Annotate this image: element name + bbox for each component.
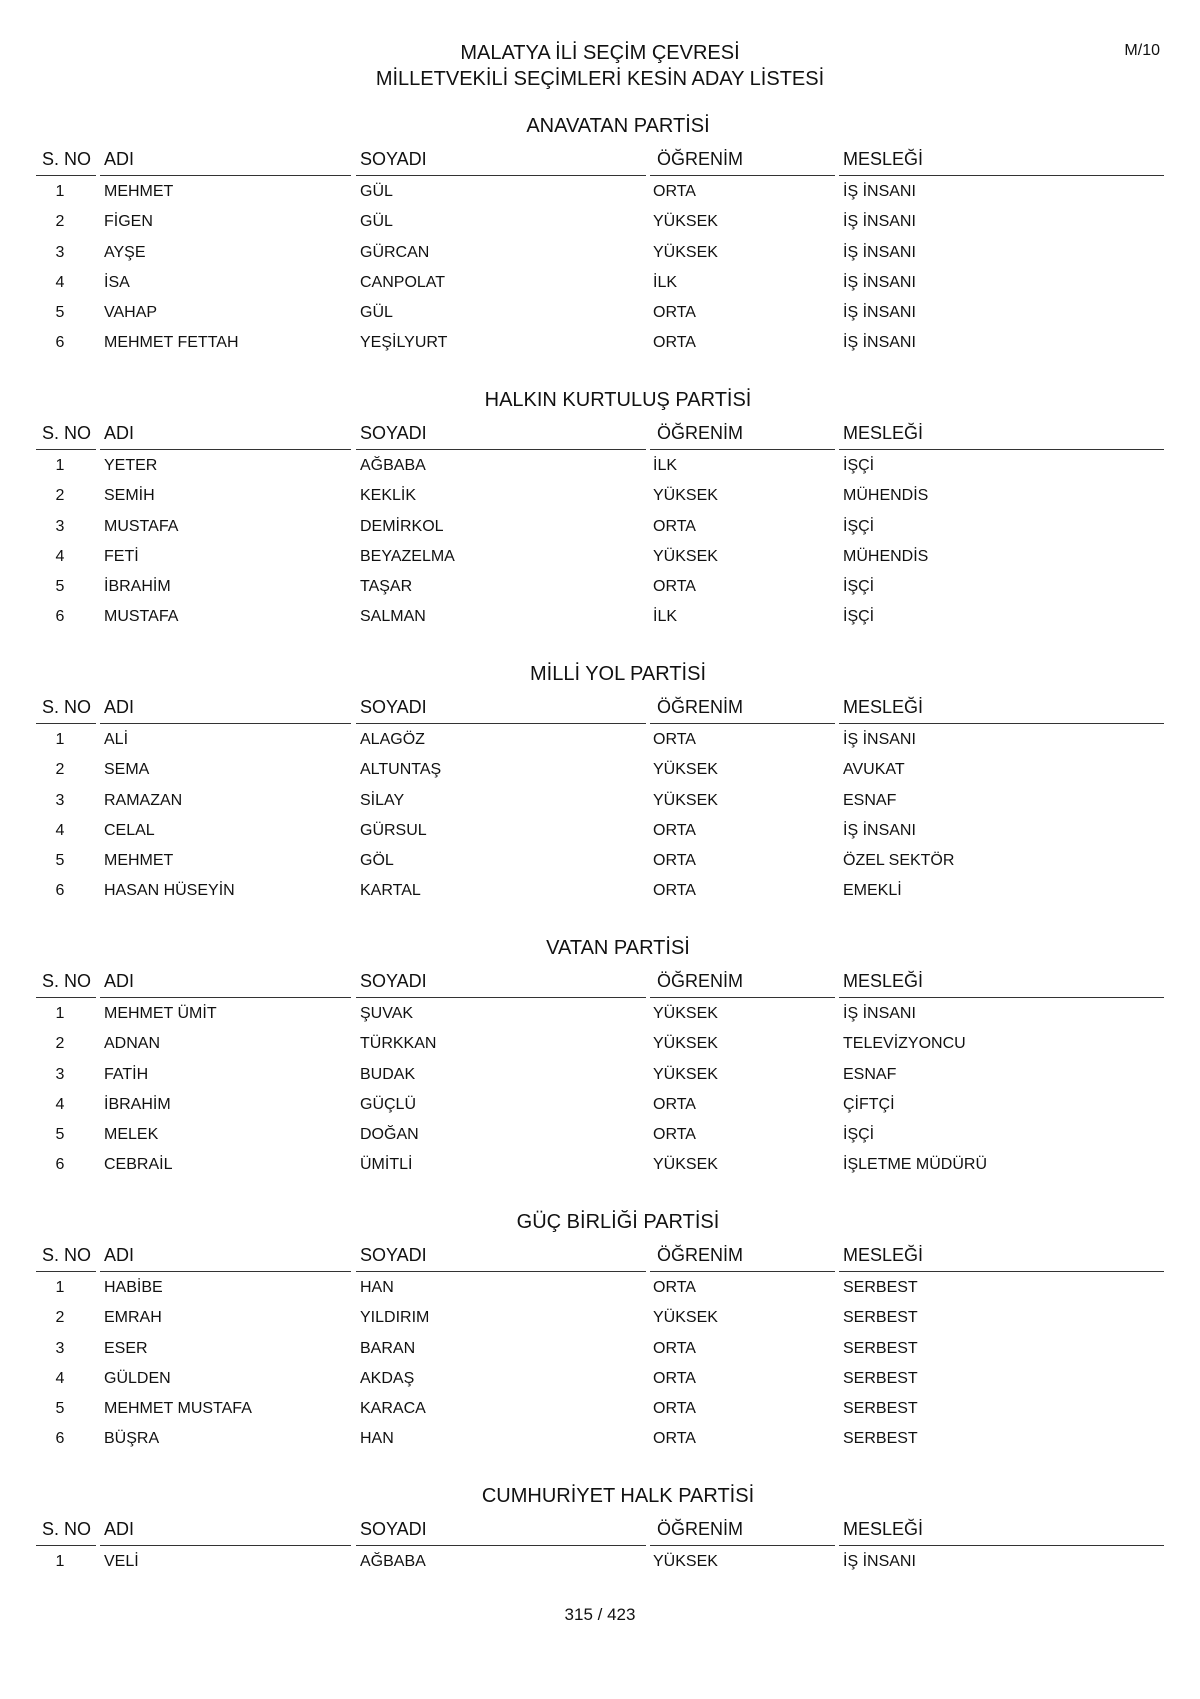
party-title: MİLLİ YOL PARTİSİ — [530, 663, 706, 685]
cell-no: 3 — [55, 1065, 65, 1083]
cell-adi: VAHAP — [104, 304, 158, 322]
cell-soyadi: HAN — [360, 1279, 394, 1296]
table-row — [36, 815, 1164, 845]
cell-adi: FATİH — [104, 1065, 149, 1083]
cell-ogrenim: ORTA — [653, 731, 696, 748]
cell-adi: BÜŞRA — [104, 1430, 160, 1448]
cell-no: 2 — [55, 761, 65, 779]
cell-no: 6 — [55, 1156, 65, 1174]
cell-meslegi: SERBEST — [843, 1309, 918, 1327]
table-row — [36, 1149, 1164, 1179]
header-no: S. NO — [42, 971, 92, 991]
party-title: ANAVATAN PARTİSİ — [526, 115, 710, 137]
document-header — [0, 40, 1200, 92]
cell-soyadi: KEKLİK — [360, 487, 417, 505]
cell-no: 5 — [55, 1400, 65, 1418]
header-no: S. NO — [42, 149, 92, 169]
cell-meslegi: SERBEST — [843, 1339, 918, 1357]
cell-ogrenim: ORTA — [653, 1430, 696, 1448]
cell-no: 1 — [55, 183, 65, 200]
cell-adi: EMRAH — [104, 1309, 162, 1327]
cell-ogrenim: ORTA — [653, 334, 696, 352]
party-title: GÜÇ BİRLİĞİ PARTİSİ — [516, 1211, 720, 1233]
cell-soyadi: BUDAK — [360, 1065, 416, 1083]
cell-ogrenim: YÜKSEK — [653, 243, 718, 261]
party-section — [36, 660, 1164, 906]
table-row — [36, 1423, 1164, 1453]
table-row — [36, 845, 1164, 875]
cell-adi: SEMİH — [104, 487, 155, 505]
cell-soyadi: YILDIRIM — [360, 1309, 430, 1327]
cell-no: 1 — [55, 1005, 65, 1022]
cell-adi: YETER — [104, 457, 158, 474]
cell-meslegi: SERBEST — [843, 1279, 918, 1296]
cell-no: 2 — [55, 213, 65, 231]
table-row — [36, 998, 1164, 1028]
cell-adi: MELEK — [104, 1126, 159, 1144]
cell-meslegi: İŞÇİ — [843, 578, 875, 596]
table-row — [36, 511, 1164, 541]
table-row — [36, 601, 1164, 631]
cell-ogrenim: YÜKSEK — [653, 1065, 718, 1083]
cell-soyadi: HAN — [360, 1430, 394, 1448]
cell-ogrenim: ORTA — [653, 1369, 696, 1387]
cell-adi: HABİBE — [104, 1279, 163, 1296]
cell-meslegi: İŞ İNSANI — [843, 273, 916, 291]
cell-ogrenim: YÜKSEK — [653, 547, 718, 565]
table-row — [36, 1333, 1164, 1363]
cell-adi: SEMA — [104, 761, 150, 779]
cell-adi: ADNAN — [104, 1035, 161, 1053]
header-meslegi: MESLEĞİ — [843, 697, 924, 717]
cell-soyadi: TÜRKKAN — [360, 1035, 437, 1053]
cell-adi: FİGEN — [104, 213, 153, 231]
cell-soyadi: GÜÇLÜ — [360, 1095, 417, 1113]
cell-ogrenim: YÜKSEK — [653, 487, 718, 505]
cell-no: 5 — [55, 1126, 65, 1144]
cell-no: 6 — [55, 608, 65, 626]
header-adi: ADI — [104, 149, 135, 169]
header-line-1: MALATYA İLİ SEÇİM ÇEVRESİ — [460, 42, 740, 64]
table-row — [36, 724, 1164, 754]
cell-meslegi: ESNAF — [843, 1065, 897, 1083]
cell-soyadi: ALTUNTAŞ — [360, 761, 442, 779]
cell-meslegi: ESNAF — [843, 791, 897, 809]
cell-no: 4 — [55, 1095, 65, 1113]
table-row — [36, 327, 1164, 357]
header-soyadi: SOYADI — [360, 697, 427, 717]
header-soyadi: SOYADI — [360, 423, 427, 443]
cell-soyadi: BARAN — [360, 1339, 416, 1357]
cell-soyadi: CANPOLAT — [360, 273, 446, 291]
header-soyadi: SOYADI — [360, 1519, 427, 1539]
cell-no: 5 — [55, 578, 65, 596]
cell-adi: MEHMET ÜMİT — [104, 1005, 217, 1022]
header-soyadi: SOYADI — [360, 149, 427, 169]
cell-soyadi: SİLAY — [360, 791, 405, 809]
header-meslegi: MESLEĞİ — [843, 423, 924, 443]
cell-meslegi: İŞÇİ — [843, 457, 875, 474]
cell-no: 4 — [55, 547, 65, 565]
cell-meslegi: İŞ İNSANI — [843, 1553, 916, 1570]
header-adi: ADI — [104, 971, 135, 991]
table-row — [36, 267, 1164, 297]
party-section — [36, 112, 1164, 358]
table-row — [36, 1393, 1164, 1423]
header-ogrenim: ÖĞRENİM — [657, 971, 744, 991]
table-header — [36, 968, 1164, 998]
header-adi: ADI — [104, 1245, 135, 1265]
table-row — [36, 1363, 1164, 1393]
cell-meslegi: SERBEST — [843, 1369, 918, 1387]
cell-soyadi: AĞBABA — [360, 1553, 426, 1570]
cell-adi: CELAL — [104, 821, 155, 839]
header-adi: ADI — [104, 1519, 135, 1539]
cell-no: 2 — [55, 487, 65, 505]
cell-adi: CEBRAİL — [104, 1156, 173, 1174]
cell-meslegi: AVUKAT — [843, 761, 905, 779]
cell-meslegi: ÇİFTÇİ — [843, 1095, 895, 1113]
cell-soyadi: GÜL — [360, 304, 393, 322]
cell-meslegi: İŞ İNSANI — [843, 213, 916, 231]
cell-no: 4 — [55, 821, 65, 839]
cell-adi: HASAN HÜSEYİN — [104, 882, 235, 900]
cell-no: 5 — [55, 304, 65, 322]
cell-meslegi: İŞÇİ — [843, 1126, 875, 1144]
table-row — [36, 1059, 1164, 1089]
cell-ogrenim: YÜKSEK — [653, 1309, 718, 1327]
cell-no: 6 — [55, 882, 65, 900]
cell-soyadi: AĞBABA — [360, 457, 426, 474]
cell-meslegi: İŞ İNSANI — [843, 183, 916, 200]
cell-ogrenim: İLK — [653, 273, 678, 291]
cell-no: 2 — [55, 1035, 65, 1053]
cell-adi: İSA — [104, 273, 130, 291]
cell-no: 4 — [55, 1369, 65, 1387]
cell-soyadi: KARACA — [360, 1400, 426, 1418]
cell-soyadi: YEŞİLYURT — [360, 334, 448, 352]
table-row — [36, 1546, 1164, 1576]
table-row — [36, 297, 1164, 327]
cell-soyadi: AKDAŞ — [360, 1369, 415, 1387]
header-ogrenim: ÖĞRENİM — [657, 423, 744, 443]
cell-soyadi: TAŞAR — [360, 578, 413, 596]
table-row — [36, 571, 1164, 601]
cell-ogrenim: ORTA — [653, 183, 696, 200]
table-header — [36, 694, 1164, 724]
cell-no: 2 — [55, 1309, 65, 1327]
cell-soyadi: GÜL — [360, 213, 393, 231]
cell-adi: MUSTAFA — [104, 608, 179, 626]
header-ogrenim: ÖĞRENİM — [657, 1519, 744, 1539]
party-section — [36, 1482, 1164, 1576]
cell-ogrenim: ORTA — [653, 1339, 696, 1357]
cell-no: 3 — [55, 1339, 65, 1357]
header-meslegi: MESLEĞİ — [843, 1519, 924, 1539]
party-section — [36, 1208, 1164, 1454]
cell-ogrenim: ORTA — [653, 517, 696, 535]
cell-meslegi: İŞ İNSANI — [843, 821, 916, 839]
header-adi: ADI — [104, 423, 135, 443]
cell-ogrenim: ORTA — [653, 821, 696, 839]
cell-adi: FETİ — [104, 547, 139, 565]
table-header — [36, 1516, 1164, 1546]
cell-adi: MEHMET — [104, 183, 174, 200]
cell-adi: VELİ — [104, 1553, 139, 1570]
cell-soyadi: ALAGÖZ — [360, 731, 425, 748]
cell-ogrenim: YÜKSEK — [653, 1035, 718, 1053]
cell-meslegi: İŞLETME MÜDÜRÜ — [843, 1156, 988, 1174]
cell-adi: MEHMET — [104, 852, 174, 870]
party-title: VATAN PARTİSİ — [546, 937, 690, 959]
header-soyadi: SOYADI — [360, 971, 427, 991]
cell-meslegi: MÜHENDİS — [843, 487, 929, 505]
page-code: M/10 — [1124, 42, 1160, 59]
table-row — [36, 1119, 1164, 1149]
cell-no: 1 — [55, 1279, 65, 1296]
cell-soyadi: BEYAZELMA — [360, 547, 455, 565]
cell-soyadi: GÜRCAN — [360, 243, 430, 261]
header-no: S. NO — [42, 1245, 92, 1265]
table-row — [36, 1272, 1164, 1302]
cell-no: 3 — [55, 517, 65, 535]
cell-soyadi: GÜL — [360, 183, 393, 200]
cell-meslegi: MÜHENDİS — [843, 547, 929, 565]
cell-meslegi: İŞÇİ — [843, 517, 875, 535]
cell-soyadi: GÖL — [360, 852, 394, 870]
header-no: S. NO — [42, 423, 92, 443]
cell-ogrenim: İLK — [653, 457, 678, 474]
cell-adi: ALİ — [104, 731, 129, 748]
header-no: S. NO — [42, 697, 92, 717]
page-number: 315 / 423 — [564, 1605, 636, 1624]
cell-no: 4 — [55, 273, 65, 291]
cell-adi: RAMAZAN — [104, 791, 183, 809]
cell-adi: MEHMET MUSTAFA — [104, 1400, 252, 1418]
party-title: HALKIN KURTULUŞ PARTİSİ — [484, 389, 752, 411]
header-ogrenim: ÖĞRENİM — [657, 697, 744, 717]
cell-meslegi: SERBEST — [843, 1430, 918, 1448]
cell-soyadi: KARTAL — [360, 882, 421, 900]
cell-ogrenim: ORTA — [653, 1095, 696, 1113]
cell-meslegi: İŞ İNSANI — [843, 243, 916, 261]
table-header — [36, 146, 1164, 176]
cell-adi: MEHMET FETTAH — [104, 334, 239, 352]
cell-ogrenim: YÜKSEK — [653, 761, 718, 779]
cell-ogrenim: ORTA — [653, 1279, 696, 1296]
cell-soyadi: DEMİRKOL — [360, 517, 444, 535]
table-row — [36, 206, 1164, 236]
table-row — [36, 541, 1164, 571]
cell-adi: MUSTAFA — [104, 517, 179, 535]
table-row — [36, 785, 1164, 815]
table-row — [36, 1028, 1164, 1058]
cell-meslegi: ÖZEL SEKTÖR — [843, 852, 955, 870]
header-no: S. NO — [42, 1519, 92, 1539]
table-row — [36, 176, 1164, 206]
header-ogrenim: ÖĞRENİM — [657, 149, 744, 169]
cell-ogrenim: ORTA — [653, 852, 696, 870]
table-row — [36, 450, 1164, 480]
table-row — [36, 875, 1164, 905]
cell-adi: AYŞE — [104, 243, 146, 261]
cell-ogrenim: ORTA — [653, 1400, 696, 1418]
cell-ogrenim: YÜKSEK — [653, 213, 718, 231]
cell-ogrenim: İLK — [653, 608, 678, 626]
header-adi: ADI — [104, 697, 135, 717]
cell-soyadi: ŞUVAK — [360, 1005, 414, 1022]
header-meslegi: MESLEĞİ — [843, 971, 924, 991]
cell-ogrenim: ORTA — [653, 1126, 696, 1144]
cell-soyadi: SALMAN — [360, 608, 426, 626]
cell-ogrenim: YÜKSEK — [653, 1005, 718, 1022]
cell-meslegi: İŞÇİ — [843, 608, 875, 626]
table-row — [36, 1089, 1164, 1119]
cell-soyadi: DOĞAN — [360, 1126, 419, 1144]
cell-adi: İBRAHİM — [104, 578, 171, 596]
cell-soyadi: GÜRSUL — [360, 821, 427, 839]
cell-no: 3 — [55, 791, 65, 809]
party-section — [36, 934, 1164, 1180]
cell-no: 1 — [55, 457, 65, 474]
cell-ogrenim: ORTA — [653, 304, 696, 322]
cell-no: 1 — [55, 1553, 65, 1570]
party-section — [36, 386, 1164, 632]
table-header — [36, 420, 1164, 450]
table-row — [36, 237, 1164, 267]
cell-ogrenim: ORTA — [653, 578, 696, 596]
table-row — [36, 480, 1164, 510]
table-header — [36, 1242, 1164, 1272]
header-soyadi: SOYADI — [360, 1245, 427, 1265]
cell-adi: ESER — [104, 1339, 148, 1357]
cell-no: 5 — [55, 852, 65, 870]
cell-ogrenim: YÜKSEK — [653, 791, 718, 809]
cell-no: 6 — [55, 334, 65, 352]
header-ogrenim: ÖĞRENİM — [657, 1245, 744, 1265]
cell-meslegi: TELEVİZYONCU — [843, 1035, 966, 1053]
header-meslegi: MESLEĞİ — [843, 149, 924, 169]
cell-meslegi: İŞ İNSANI — [843, 731, 916, 748]
cell-meslegi: İŞ İNSANI — [843, 1005, 916, 1022]
cell-adi: GÜLDEN — [104, 1369, 171, 1387]
cell-meslegi: SERBEST — [843, 1400, 918, 1418]
header-line-2: MİLLETVEKİLİ SEÇİMLERİ KESİN ADAY LİSTESİ — [375, 68, 825, 90]
cell-no: 3 — [55, 243, 65, 261]
cell-no: 1 — [55, 731, 65, 748]
cell-soyadi: ÜMİTLİ — [360, 1156, 413, 1174]
table-row — [36, 754, 1164, 784]
cell-ogrenim: YÜKSEK — [653, 1553, 718, 1570]
cell-meslegi: İŞ İNSANI — [843, 334, 916, 352]
cell-ogrenim: ORTA — [653, 882, 696, 900]
cell-adi: İBRAHİM — [104, 1095, 171, 1113]
header-meslegi: MESLEĞİ — [843, 1245, 924, 1265]
cell-no: 6 — [55, 1430, 65, 1448]
party-title: CUMHURİYET HALK PARTİSİ — [481, 1485, 755, 1507]
cell-meslegi: İŞ İNSANI — [843, 304, 916, 322]
table-row — [36, 1302, 1164, 1332]
cell-meslegi: EMEKLİ — [843, 882, 902, 900]
cell-ogrenim: YÜKSEK — [653, 1156, 718, 1174]
